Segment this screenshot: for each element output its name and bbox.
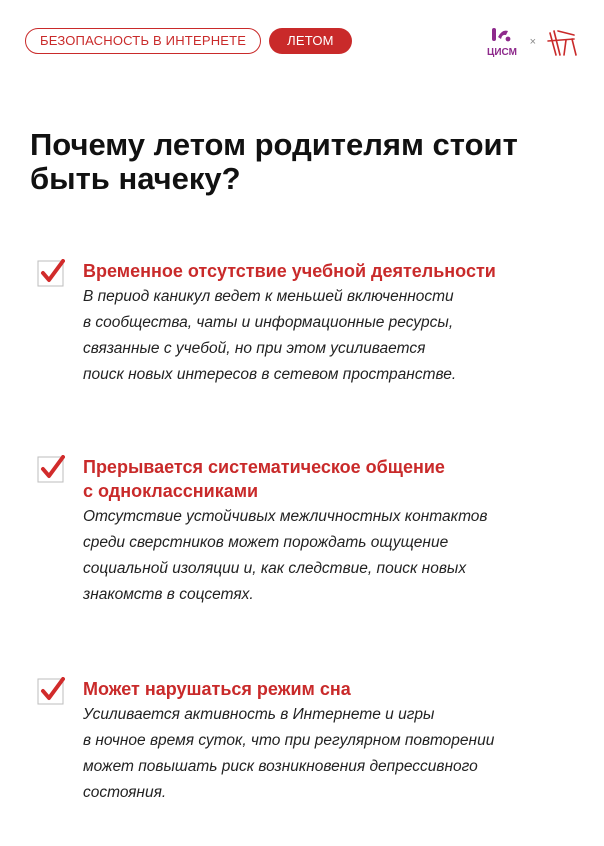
partner-logos [482,26,580,58]
topic-tag: БЕЗОПАСНОСТЬ В ИНТЕРНЕТЕ [25,28,261,54]
season-tag: ЛЕТОМ [269,28,352,54]
item-body: Отсутствие устойчивых межличностных контактов среди сверстников может порождать ощущение социальной изоляции и, как следствие, поиск новых знакомств в соцсетях. [83,508,488,603]
item-body: Усиливается активность в Интернете и игры в ночное время суток, что при регулярном повторении может повышать риск возникновения депрессивного состояния. [83,706,495,801]
list-item [37,259,577,388]
page-title: Почему летом родителям стоит быть начеку? [30,127,518,196]
item-title: Может нарушаться режим сна [83,679,351,699]
item-title: Временное отсутствие учебной деятельности [83,261,496,281]
list-item [37,455,577,608]
cism-logo [482,26,522,58]
checkbox-checked-icon [37,455,65,483]
checkbox-checked-icon [37,259,65,287]
item-body: В период каникул ведет к меньшей включенности в сообщества, чаты и информационные ресурсы, связанные с учебой, но при этом усиливается поиск новых интересов в сетевом пространстве. [83,288,457,383]
logo-separator: × [529,36,536,48]
item-title: Прерывается систематическое общение с одноклассниками [83,457,445,501]
checkbox-checked-icon [37,677,65,705]
cism-logo-text: ЦИСМ [486,47,517,58]
header-tags [25,28,352,54]
list-item [37,677,577,806]
chair-logo-icon [544,27,580,57]
